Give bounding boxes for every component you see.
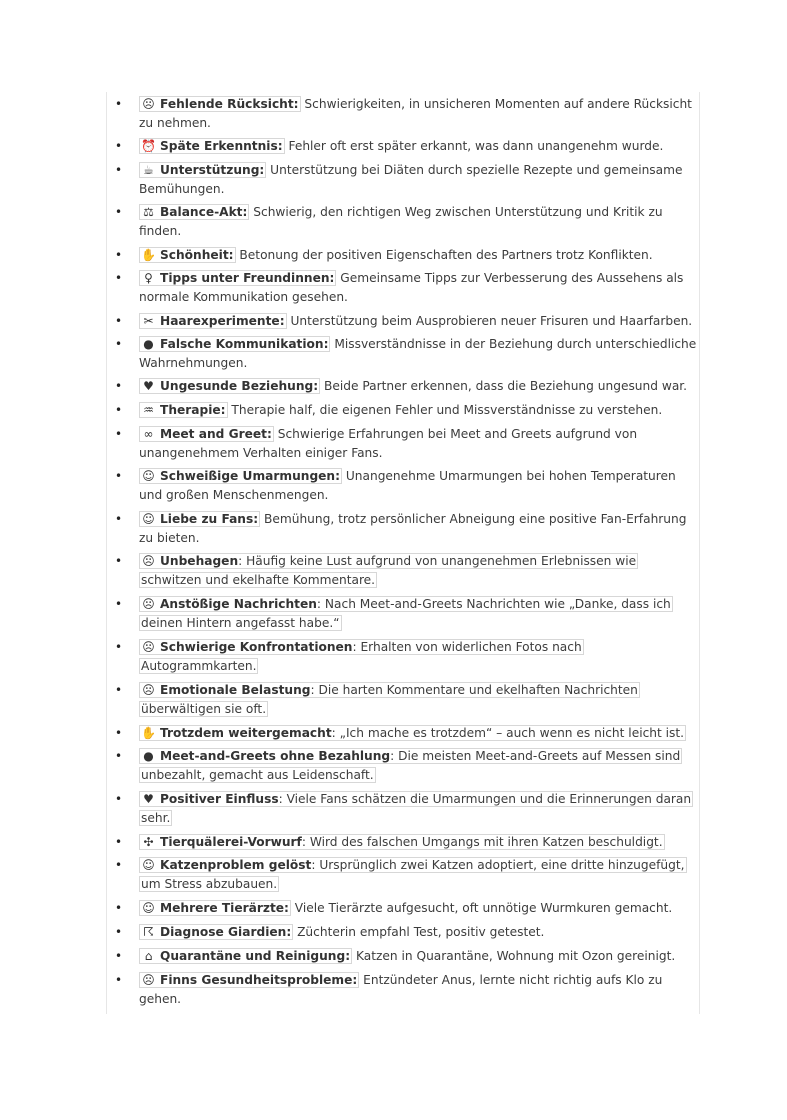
item-box[interactable] [139, 857, 687, 892]
item-box[interactable] [139, 972, 359, 988]
item-title: Fehlende Rücksicht: [160, 97, 299, 111]
item-text: Betonung der positiven Eigenschaften des Partners trotz Konflikten. [235, 248, 653, 262]
list-item [115, 401, 699, 420]
bullet-marker: • [115, 749, 123, 763]
list-item [115, 638, 699, 676]
black-circle-icon: ● [143, 749, 154, 763]
item-box[interactable] [139, 247, 236, 263]
heart-icon: ♥ [143, 792, 154, 806]
bullet-marker: • [115, 973, 123, 987]
list-item [115, 312, 699, 331]
bullet-marker: • [115, 683, 123, 697]
item-box[interactable] [139, 553, 638, 588]
item-title: Ungesunde Beziehung: [160, 379, 319, 393]
list-item [115, 833, 699, 852]
item-box[interactable] [139, 748, 682, 783]
flexed-arm-icon: ✋ [141, 726, 156, 740]
bullet-marker: • [115, 597, 123, 611]
bullet-marker: • [115, 248, 123, 262]
sad-face-icon: ☹ [142, 554, 155, 568]
crying-face-icon: ☹ [142, 683, 155, 697]
item-title: Unterstützung: [160, 163, 265, 177]
glasses-icon: ∞ [143, 427, 154, 441]
item-box[interactable] [139, 725, 686, 741]
paw-prints-icon: ✣ [143, 835, 154, 849]
item-text: Unterstützung beim Ausprobieren neuer Frisuren und Haarfarben. [286, 314, 693, 328]
item-text: : Häufig keine Lust aufgrund von unangenehmen Erlebnissen wie schwitzen und ekelhafte Kommentare. [141, 554, 637, 587]
item-text: Katzen in Quarantäne, Wohnung mit Ozon gereinigt. [352, 949, 676, 963]
item-title: Schwierige Konfrontationen [160, 640, 353, 654]
list-item [115, 856, 699, 894]
bullet-marker: • [115, 427, 123, 441]
item-title: Tipps unter Freundinnen: [160, 271, 335, 285]
item-title: Späte Erkenntnis: [160, 139, 283, 153]
item-text: Viele Tierärzte aufgesucht, oft unnötige Wurmkuren gemacht. [290, 901, 673, 915]
nauseated-face-icon: ☹ [142, 597, 155, 611]
bullet-marker: • [115, 163, 123, 177]
item-text: : Wird des falschen Umgangs mit ihren Katzen beschuldigt. [301, 835, 663, 849]
list-item [115, 377, 699, 396]
item-box[interactable] [139, 138, 285, 154]
item-title: Emotionale Belastung [160, 683, 311, 697]
alarm-clock-icon: ⏰ [141, 139, 156, 153]
bullet-marker: • [115, 835, 123, 849]
bullet-marker: • [115, 403, 123, 417]
item-box[interactable] [139, 511, 260, 527]
bullet-marker: • [115, 925, 123, 939]
bullet-marker: • [115, 726, 123, 740]
item-box[interactable] [139, 948, 352, 964]
black-circle-icon: ● [143, 337, 154, 351]
item-box[interactable] [139, 96, 301, 112]
item-text: : Erhalten von widerlichen Fotos nach Autogrammkarten. [141, 640, 582, 673]
balance-scale-icon: ⚖ [143, 205, 154, 219]
item-box[interactable] [139, 426, 274, 442]
item-title: Therapie: [160, 403, 226, 417]
item-title: Schönheit: [160, 248, 234, 262]
item-text: : Die harten Kommentare und ekelhaften Nachrichten überwältigen sie oft. [141, 683, 638, 716]
item-text: Therapie half, die eigenen Fehler und Missverständnisse zu verstehen. [227, 403, 663, 417]
bullet-marker: • [115, 337, 123, 351]
item-box[interactable] [139, 639, 584, 674]
list-item [115, 137, 699, 156]
item-text: Schwierig, den richtigen Weg zwischen Unterstützung und Kritik zu finden. [139, 205, 663, 238]
list-item [115, 161, 699, 199]
item-box[interactable] [139, 791, 693, 826]
list-item [115, 595, 699, 633]
list-item [115, 425, 699, 463]
bullet-list [115, 92, 699, 1009]
item-text: Unangenehme Umarmungen bei hohen Temperaturen und großen Menschenmengen. [139, 469, 676, 502]
bullet-marker: • [115, 554, 123, 568]
list-item [115, 269, 699, 307]
list-item [115, 724, 699, 743]
list-item [115, 747, 699, 785]
item-text: : Ursprünglich zwei Katzen adoptiert, eine dritte hinzugefügt, um Stress abzubauen. [141, 858, 685, 891]
list-item [115, 790, 699, 828]
item-box[interactable] [139, 336, 330, 352]
hot-face-icon: ☺ [142, 469, 155, 483]
item-title: Meet-and-Greets ohne Bezahlung [160, 749, 391, 763]
food-bowl-icon: ☕ [143, 163, 154, 177]
item-text: Fehler oft erst später erkannt, was dann unangenehm wurde. [284, 139, 664, 153]
item-title: Schweißige Umarmungen: [160, 469, 340, 483]
list-item [115, 947, 699, 966]
bullet-marker: • [115, 469, 123, 483]
item-box[interactable] [139, 162, 266, 178]
flexed-arm-icon: ✋ [141, 248, 156, 262]
broken-heart-icon: ♥ [143, 379, 154, 393]
item-title: Quarantäne und Reinigung: [160, 949, 351, 963]
haircut-icon: ✂ [143, 314, 154, 328]
list-item [115, 923, 699, 942]
bullet-marker: • [115, 512, 123, 526]
item-box[interactable] [139, 924, 293, 940]
item-title: Diagnose Giardien: [160, 925, 292, 939]
item-box[interactable] [139, 313, 287, 329]
item-box[interactable] [139, 204, 249, 220]
bullet-marker: • [115, 858, 123, 872]
item-text: Schwierigkeiten, in unsicheren Momenten auf andere Rücksicht zu nehmen. [139, 97, 692, 130]
item-box[interactable] [139, 378, 320, 394]
item-text: : „Ich mache es trotzdem“ – auch wenn es nicht leicht ist. [331, 726, 685, 740]
item-box[interactable] [139, 900, 291, 916]
item-box[interactable] [139, 596, 673, 631]
item-title: Finns Gesundheitsprobleme: [160, 973, 358, 987]
item-title: Trotzdem weitergemacht [160, 726, 332, 740]
vomiting-face-icon: ☹ [142, 640, 155, 654]
list-item [115, 467, 699, 505]
item-title: Liebe zu Fans: [160, 512, 259, 526]
smiling-face-icon: ☺ [142, 512, 155, 526]
bullet-marker: • [115, 792, 123, 806]
item-title: Unbehagen [160, 554, 239, 568]
list-item [115, 552, 699, 590]
item-title: Katzenproblem gelöst [160, 858, 312, 872]
item-text: Unterstützung bei Diäten durch spezielle Rezepte und gemeinsame Bemühungen. [139, 163, 683, 196]
item-title: Mehrere Tierärzte: [160, 901, 289, 915]
list-item [115, 335, 699, 373]
item-text: Missverständnisse in der Beziehung durch unterschiedliche Wahrnehmungen. [139, 337, 697, 370]
list-item [115, 246, 699, 265]
house-icon: ⌂ [144, 949, 153, 963]
item-title: Balance-Akt: [160, 205, 248, 219]
list-item [115, 510, 699, 548]
item-title: Meet and Greet: [160, 427, 272, 441]
item-title: Tierquälerei-Vorwurf [160, 835, 302, 849]
bullet-marker: • [115, 314, 123, 328]
item-title: Positiver Einfluss [160, 792, 279, 806]
item-title: Falsche Kommunikation: [160, 337, 329, 351]
item-box[interactable] [139, 402, 228, 418]
two-women-icon: ♀ [144, 271, 153, 285]
item-title: Haarexperimente: [160, 314, 285, 328]
list-item [115, 203, 699, 241]
list-item [115, 899, 699, 918]
bullet-marker: • [115, 139, 123, 153]
cat-face-icon: ☹ [142, 973, 155, 987]
item-text: : Viele Fans schätzen die Umarmungen und die Erinnerungen daran sehr. [141, 792, 692, 825]
couch-icon: ♒ [143, 403, 154, 417]
list-item [115, 971, 699, 1009]
item-text: Entzündeter Anus, lernte nicht richtig aufs Klo zu gehen. [139, 973, 663, 1006]
bullet-marker: • [115, 379, 123, 393]
cat-face-icon: ☺ [142, 901, 155, 915]
item-text: Bemühung, trotz persönlicher Abneigung eine positive Fan-Erfahrung zu bieten. [139, 512, 687, 545]
item-text: : Die meisten Meet-and-Greets auf Messen sind unbezahlt, gemacht aus Leidenschaft. [141, 749, 681, 782]
list-item [115, 95, 699, 133]
item-box[interactable] [139, 834, 665, 850]
item-text: Beide Partner erkennen, dass die Beziehung ungesund war. [320, 379, 688, 393]
bullet-marker: • [115, 205, 123, 219]
bullet-marker: • [115, 949, 123, 963]
bullet-marker: • [115, 97, 123, 111]
bullet-marker: • [115, 640, 123, 654]
list-item [115, 681, 699, 719]
item-text: Gemeinsame Tipps zur Verbesserung des Aussehens als normale Kommunikation gesehen. [139, 271, 684, 304]
cat-face-icon: ☺ [142, 858, 155, 872]
item-text: Züchterin empfahl Test, positiv getestet. [293, 925, 545, 939]
item-text: : Nach Meet-and-Greets Nachrichten wie „Danke, dass ich deinen Hintern angefasst habe.“ [141, 597, 671, 630]
item-text: Schwierige Erfahrungen bei Meet and Greets aufgrund von unangenehmem Verhalten einiger Fans. [139, 427, 638, 460]
item-box[interactable] [139, 682, 640, 717]
item-title: Anstößige Nachrichten [160, 597, 317, 611]
bullet-marker: • [115, 901, 123, 915]
pensive-face-icon: ☹ [142, 97, 155, 111]
item-box[interactable] [139, 468, 342, 484]
microbe-icon: ☈ [143, 925, 154, 939]
item-box[interactable] [139, 270, 336, 286]
bullet-marker: • [115, 271, 123, 285]
